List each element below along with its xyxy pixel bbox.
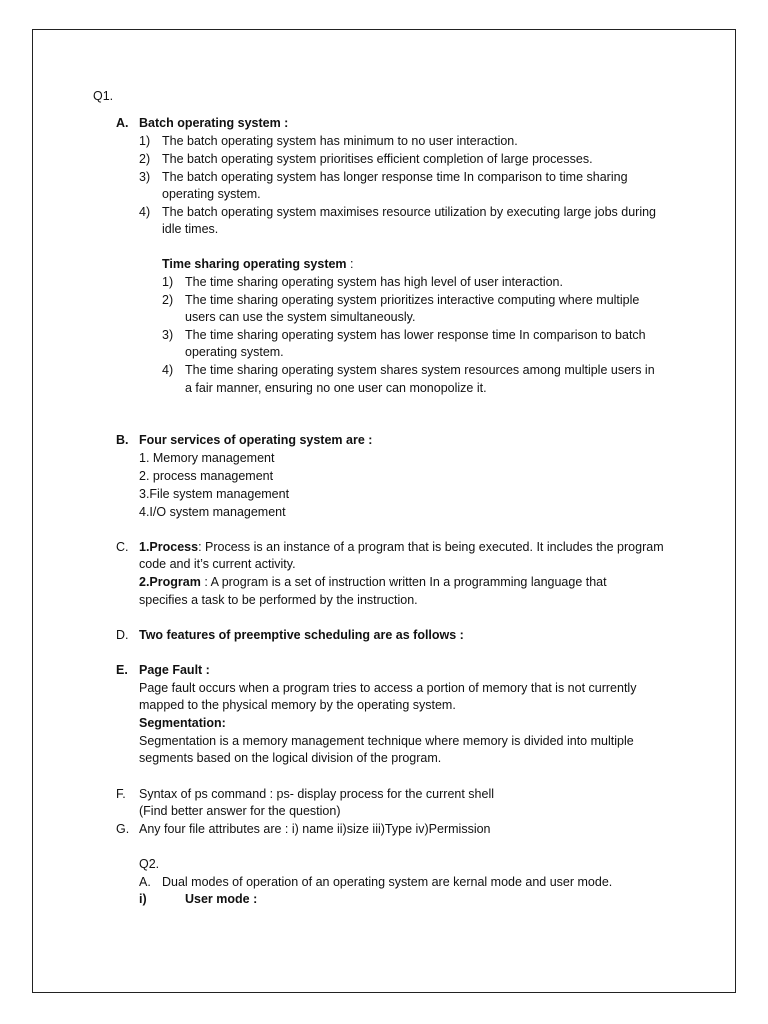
paragraph-line: (Find better answer for the question) (139, 804, 341, 818)
list-item-text: The batch operating system maximises resource utilization by executing large jobs during (162, 205, 656, 219)
list-item-number: 2) (162, 293, 174, 307)
section-e-heading: Page Fault : (139, 663, 210, 677)
list-item-text: The time sharing operating system has lower response time In comparison to batch (185, 328, 646, 342)
list-item-text: The time sharing operating system has high level of user interaction. (185, 275, 563, 289)
q2-a-marker: A. (139, 875, 151, 889)
section-f-marker: F. (116, 787, 126, 801)
process-text: : Process is an instance of a program that is being executed. It includes the program (198, 540, 664, 554)
list-item-number: 4) (139, 205, 151, 219)
program-definition (139, 574, 607, 590)
paragraph-line: Syntax of ps command : ps- display process for the current shell (139, 787, 495, 801)
list-item-text: The batch operating system has minimum to no user interaction. (162, 134, 518, 148)
process-text-cont: code and it’s current activity. (139, 557, 296, 571)
list-item-text: The batch operating system has longer response time In comparison to time sharing (162, 170, 628, 184)
section-e-marker: E. (116, 663, 128, 677)
q2-i-heading: User mode : (185, 892, 258, 906)
list-item-text: users can use the system simultaneously. (185, 310, 416, 324)
list-item: 1. Memory management (139, 451, 275, 465)
process-definition (139, 539, 664, 555)
paragraph-line: Dual modes of operation of an operating system are kernal mode and user mode. (162, 875, 613, 889)
program-text-cont: specifies a task to be performed by the instruction. (139, 593, 418, 607)
sub-heading-text: Time sharing operating system (162, 257, 347, 271)
list-item: 3.File system management (139, 487, 290, 501)
section-a-heading: Batch operating system : (139, 116, 289, 130)
list-item-text: The time sharing operating system shares system resources among multiple users in (185, 363, 655, 377)
list-item-text: idle times. (162, 222, 219, 236)
section-d-heading: Two features of preemptive scheduling are as follows : (139, 628, 464, 642)
paragraph-line: Segmentation is a memory management technique where memory is divided into multiple (139, 734, 634, 748)
list-item: 2. process management (139, 469, 274, 483)
list-item-number: 1) (139, 134, 151, 148)
document-page (32, 29, 736, 993)
section-g-marker: G. (116, 822, 130, 836)
list-item-number: 2) (139, 152, 151, 166)
list-item-text: The time sharing operating system prioritizes interactive computing where multiple (185, 293, 640, 307)
list-item: 4.I/O system management (139, 505, 286, 519)
program-label: 2.Program (139, 575, 201, 589)
list-item-text: a fair manner, ensuring no one user can monopolize it. (185, 381, 487, 395)
program-text: : A program is a set of instruction written In a programming language that (200, 575, 607, 589)
paragraph-line: segments based on the logical division of the program. (139, 751, 442, 765)
question-label: Q2. (139, 857, 160, 871)
list-item-number: 4) (162, 363, 174, 377)
sub-heading-suffix: : (346, 257, 354, 271)
paragraph-line: Page fault occurs when a program tries to access a portion of memory that is not currently (139, 681, 637, 695)
section-a-marker: A. (116, 116, 129, 130)
list-item-text: operating system. (185, 345, 284, 359)
paragraph-line: Any four file attributes are : i) name ii)size iii)Type iv)Permission (139, 822, 491, 836)
section-d-marker: D. (116, 628, 129, 642)
sub-heading (162, 256, 354, 272)
section-b-heading: Four services of operating system are : (139, 433, 373, 447)
list-item-number: 3) (162, 328, 174, 342)
list-item-text: The batch operating system prioritises efficient completion of large processes. (162, 152, 593, 166)
list-item-text: operating system. (162, 187, 261, 201)
section-b-marker: B. (116, 433, 129, 447)
process-label: 1.Process (139, 540, 199, 554)
q2-i-marker: i) (139, 892, 147, 906)
segmentation-heading: Segmentation: (139, 716, 226, 730)
list-item-number: 1) (162, 275, 174, 289)
section-c-marker: C. (116, 540, 129, 554)
list-item-number: 3) (139, 170, 151, 184)
question-label: Q1. (93, 89, 114, 103)
paragraph-line: mapped to the physical memory by the operating system. (139, 698, 456, 712)
